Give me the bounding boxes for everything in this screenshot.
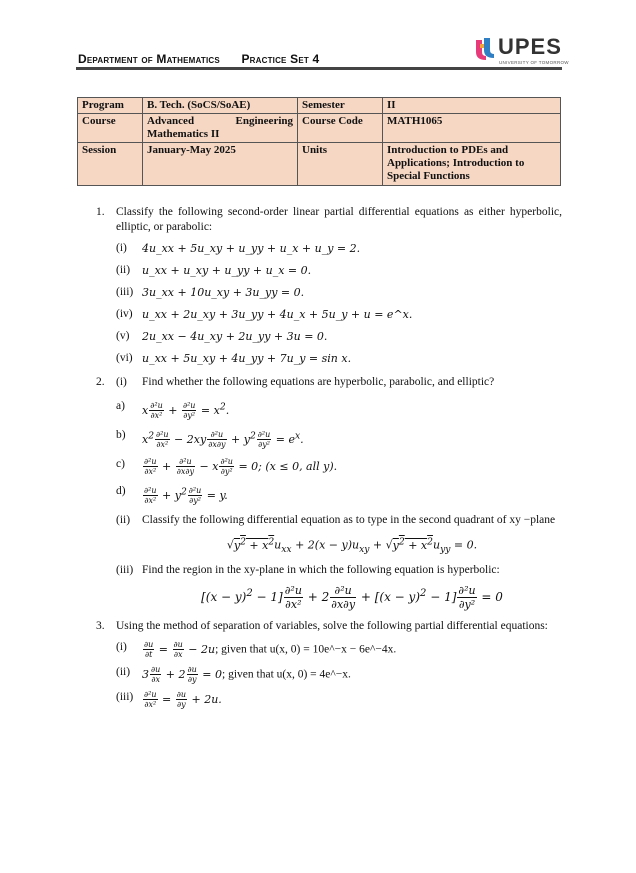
q1-item <box>116 263 562 279</box>
item-label: (i) <box>116 242 127 254</box>
question-3 <box>96 619 562 709</box>
header-title <box>78 52 337 66</box>
equation: u_xx + u_xy + u_yy + u_x = 0. <box>142 264 312 277</box>
q2-sub-c <box>116 457 562 476</box>
equation: $\frac{\text{∂²u}}{\text{∂x²}}$ + $y^2$ $\frac{\text{∂²u}}{\text{∂y²}}$ = y. <box>144 486 228 506</box>
q2-part-i <box>116 375 562 391</box>
table-row <box>78 143 561 186</box>
q2-part-iii <box>116 563 562 611</box>
q3-item-i <box>116 640 562 659</box>
q2-sub-b <box>116 428 562 449</box>
logo-text: UPES <box>498 34 562 59</box>
q3-item-iii <box>116 690 562 709</box>
course-label: Course <box>78 114 143 143</box>
table-row <box>78 98 561 114</box>
equation: x $\frac{\text{∂²u}}{\text{∂x²}}$ + $\frac{\text{∂²u}}{\text{∂y²}}$ = $x^2$. <box>142 401 230 421</box>
course-info-table <box>77 97 561 186</box>
units-value: Introduction to PDEs and Applications; Introduction to Special Functions <box>383 143 561 186</box>
semester-label: Semester <box>298 98 383 114</box>
equation: $x^2$ $\frac{\text{∂²u}}{\text{∂x²}}$ − 2xy $\frac{\text{∂²u}}{\partial x\partial y}$ + $y^2$ $\frac{\text{∂²u}}{\text{∂y²}}$ = $e^x$. <box>142 430 304 450</box>
equation: 4u_xx + 5u_xy + u_yy + u_x + u_y = 2. <box>142 242 361 255</box>
question-text: Classify the following second-order linear partial differential equations as either hyperbolic, elliptic, or parabolic: <box>116 206 562 233</box>
equation: 3u_xx + 10u_xy + 3u_yy = 0. <box>142 286 305 299</box>
equation: $\frac{\text{∂²u}}{\text{∂x²}}$ = $\frac{\partial u}{\partial y}$ + 2u. <box>144 690 222 710</box>
course-value: Advanced Engineering Mathematics II <box>143 114 298 143</box>
item-label: (vi) <box>116 352 133 364</box>
table-row <box>78 114 561 143</box>
semester-value: II <box>383 98 561 114</box>
q1-item <box>116 351 562 367</box>
equation: $\frac{\text{∂²u}}{\text{∂x²}}$ + $\frac{\text{∂²u}}{\partial x\partial y}$ − x $\frac{\text{∂²u}}{\text{∂y²}}$ = 0; (x ≤ 0, all y). <box>144 457 338 477</box>
item-label: (iv) <box>116 308 133 320</box>
sub-label: c) <box>116 458 125 471</box>
course-code-label: Course Code <box>298 114 383 143</box>
question-2 <box>96 375 562 611</box>
part-label: (i) <box>116 376 127 388</box>
q1-item <box>116 329 562 345</box>
equation: 2u_xx − 4u_xy + 2u_yy + 3u = 0. <box>142 330 328 343</box>
q1-item <box>116 307 562 323</box>
q1-item <box>116 285 562 301</box>
program-value: B. Tech. (SoCS/SoAE) <box>143 98 298 114</box>
equation: u_xx + 2u_xy + 3u_yy + 4u_x + 5u_y + u = e^x. <box>142 308 413 321</box>
item-label: (v) <box>116 330 130 342</box>
header-rule <box>76 67 562 70</box>
units-label: Units <box>298 143 383 186</box>
questions <box>96 205 562 717</box>
sub-label: a) <box>116 400 125 412</box>
upes-logo <box>472 36 568 68</box>
sub-label: b) <box>116 429 126 442</box>
q1-item <box>116 241 562 257</box>
question-1-items <box>116 241 562 367</box>
q3-item-ii <box>116 665 562 684</box>
program-label: Program <box>78 98 143 114</box>
part-text: Classify the following differential equation as to type in the second quadrant of xy −plane <box>142 514 556 527</box>
equation: $[(x - y)^2 - 1]$ $\frac{\text{∂²u}}{\text{∂x²}}$ + 2 $\frac{\text{∂²u}}{\partial x\partial y}$ + $[(x - y)^2 - 1]$ $\frac{\text{∂²u}}{\text{∂y²}}$ = 0 <box>201 584 503 612</box>
part-label: (ii) <box>116 514 131 527</box>
q2-sub-d <box>116 484 562 505</box>
part-label: (iii) <box>116 564 134 577</box>
question-text: Using the method of separation of variables, solve the following partial differential equations: <box>116 620 548 633</box>
question-1 <box>96 205 562 367</box>
q2-sub-a <box>116 399 562 420</box>
item-label: (i) <box>116 641 127 654</box>
item-label: (iii) <box>116 691 134 704</box>
item-label: (iii) <box>116 286 134 298</box>
course-code-value: MATH1065 <box>383 114 561 143</box>
part-text: Find whether the following equations are hyperbolic, parabolic, and elliptic? <box>142 376 495 388</box>
department-name: Department of Mathematics <box>78 52 220 66</box>
sub-label: d) <box>116 485 126 498</box>
q2-part-ii <box>116 513 562 557</box>
question-number: 2. <box>96 376 105 388</box>
question-number: 1. <box>96 206 105 218</box>
equation: 3 $\frac{\partial u}{\partial x}$ + 2 $\frac{\partial u}{\partial y}$ = 0 <box>142 665 223 685</box>
item-label: (ii) <box>116 666 131 679</box>
equation: u_xx + 5u_xy + 4u_yy + 7u_y = sin x. <box>142 352 352 365</box>
session-label: Session <box>78 143 143 186</box>
session-value: January-May 2025 <box>143 143 298 186</box>
practice-set: Practice Set 4 <box>241 52 320 66</box>
question-number: 3. <box>96 620 105 633</box>
item-label: (ii) <box>116 264 131 276</box>
part-text: Find the region in the xy-plane in which the following equation is hyperbolic: <box>142 564 500 577</box>
equation: $√y^2 + x^2u_{xx} + 2(x - y)u_{xy} + √y^2 + x^2u_{yy} = 0$. <box>226 536 478 556</box>
initial-condition: ; given that u(x, 0) = 4e^−x. <box>222 668 351 681</box>
logo-mark-icon <box>472 36 498 62</box>
logo-subtitle: UNIVERSITY OF TOMORROW <box>499 60 569 65</box>
equation: $\frac{\partial u}{\partial t}$ = $\frac{\partial u}{\partial x}$ − 2u <box>144 640 216 660</box>
initial-condition: ; given that u(x, 0) = 10e^−x − 6e^−4x. <box>215 643 397 656</box>
